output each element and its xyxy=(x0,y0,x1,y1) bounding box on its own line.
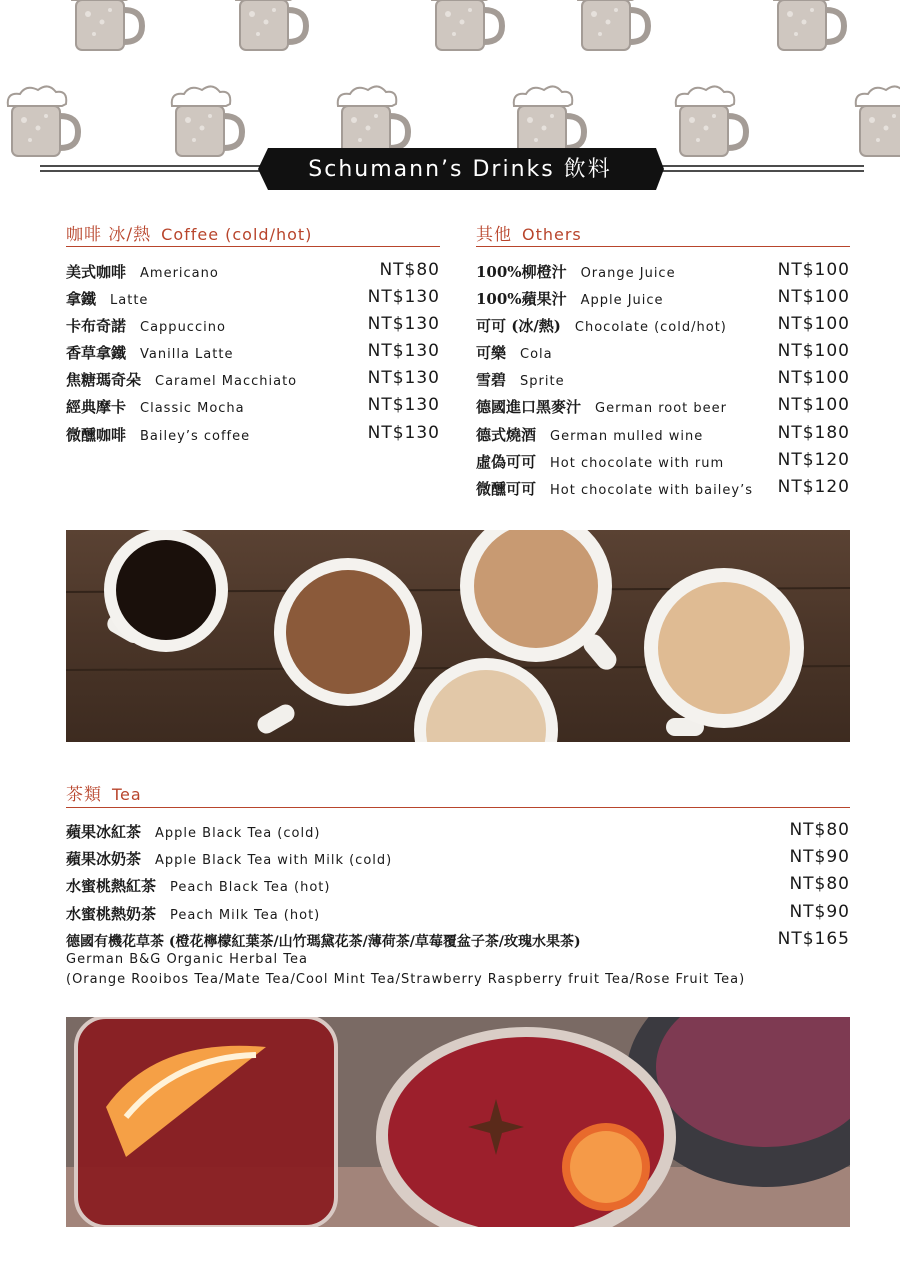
item-price: NT$100 xyxy=(777,368,850,388)
item-price: NT$120 xyxy=(777,477,850,497)
item-name-zh: 水蜜桃熱奶茶 xyxy=(66,905,157,923)
others-divider xyxy=(476,246,850,247)
others-heading-zh: 其他 xyxy=(476,225,512,245)
item-price: NT$130 xyxy=(367,368,440,388)
item-price: NT$130 xyxy=(367,395,440,415)
menu-item xyxy=(66,286,148,312)
coffee-heading-en: Coffee (cold/hot) xyxy=(161,225,313,244)
item-name-zh: 微醺可可 xyxy=(476,480,537,498)
item-price: NT$100 xyxy=(777,287,850,307)
herbal-tea-flavors: (Orange Rooibos Tea/Mate Tea/Cool Mint Tea/Strawberry Raspberry fruit Tea/Rose Fruit Tea) xyxy=(66,972,746,987)
menu-item xyxy=(66,819,320,845)
item-price: NT$120 xyxy=(777,450,850,470)
page-title: Schumann’s Drinks 飲料 xyxy=(308,157,612,182)
item-name-zh: 可可 (冰/熱) xyxy=(476,317,561,335)
item-name-zh: 蘋果冰紅茶 xyxy=(66,823,142,841)
menu-item xyxy=(476,286,664,312)
coffee-cups-photo xyxy=(66,530,850,742)
item-price: NT$130 xyxy=(367,423,440,443)
menu-item xyxy=(476,367,565,393)
item-price: NT$90 xyxy=(789,847,850,867)
item-price: NT$165 xyxy=(777,929,850,949)
item-name-en: Cola xyxy=(520,347,553,362)
item-price: NT$80 xyxy=(789,874,850,894)
item-name-zh: 經典摩卡 xyxy=(66,398,127,416)
menu-item xyxy=(66,367,297,393)
item-name-en: Bailey’s coffee xyxy=(140,429,251,444)
item-name-zh: 虛偽可可 xyxy=(476,453,537,471)
item-name-zh: 100%柳橙汁 xyxy=(476,263,567,281)
item-name-en: Hot chocolate with bailey’s xyxy=(550,483,753,498)
menu-item xyxy=(66,928,581,954)
menu-item xyxy=(66,313,226,339)
item-name-zh: 微醺咖啡 xyxy=(66,426,127,444)
item-name-zh: 德式燒酒 xyxy=(476,426,537,444)
menu-item xyxy=(66,394,245,420)
menu-item xyxy=(476,259,676,285)
item-name-zh: 雪碧 xyxy=(476,371,507,389)
item-name-en: Apple Black Tea (cold) xyxy=(155,826,321,841)
item-price: NT$130 xyxy=(367,287,440,307)
item-price: NT$180 xyxy=(777,423,850,443)
menu-item xyxy=(66,259,219,285)
coffee-divider xyxy=(66,246,440,247)
item-name-en: Cappuccino xyxy=(140,320,226,335)
item-name-zh: 德國進口黑麥汁 xyxy=(476,398,582,416)
item-name-en: Classic Mocha xyxy=(140,401,245,416)
item-name-en: Chocolate (cold/hot) xyxy=(574,320,727,335)
item-name-zh: 蘋果冰奶茶 xyxy=(66,850,142,868)
tea-heading-en: Tea xyxy=(112,785,142,804)
item-name-zh: 香草拿鐵 xyxy=(66,344,127,362)
item-name-en: Peach Black Tea (hot) xyxy=(170,880,331,895)
item-price: NT$130 xyxy=(367,314,440,334)
item-price: NT$80 xyxy=(379,260,440,280)
coffee-cups-illustration xyxy=(66,530,850,742)
coffee-heading-zh: 咖啡 冰/熱 xyxy=(66,225,152,245)
menu-item xyxy=(476,422,703,448)
menu-item xyxy=(476,449,724,475)
herbal-tea-en: German B&G Organic Herbal Tea xyxy=(66,952,308,967)
item-name-en: Sprite xyxy=(520,374,565,389)
item-name-zh: 可樂 xyxy=(476,344,507,362)
item-name-en: Apple Black Tea with Milk (cold) xyxy=(155,853,393,868)
menu-item xyxy=(66,340,233,366)
tea-heading xyxy=(66,780,142,805)
menu-item xyxy=(66,873,330,899)
item-name-en: German root beer xyxy=(595,401,727,416)
item-price: NT$90 xyxy=(789,902,850,922)
item-name-en: German mulled wine xyxy=(550,429,704,444)
item-name-en: Caramel Macchiato xyxy=(155,374,298,389)
menu-item xyxy=(66,846,392,872)
item-name-zh: 100%蘋果汁 xyxy=(476,290,567,308)
item-price: NT$130 xyxy=(367,341,440,361)
menu-item xyxy=(476,340,553,366)
menu-item xyxy=(66,901,320,927)
item-name-en: Orange Juice xyxy=(580,266,676,281)
item-price: NT$100 xyxy=(777,395,850,415)
others-heading xyxy=(476,220,582,245)
mulled-wine-photo xyxy=(66,1017,850,1227)
item-price: NT$80 xyxy=(789,820,850,840)
item-name-zh: 德國有機花草茶 (橙花檸檬紅葉茶/山竹瑪黛花茶/薄荷茶/草莓覆盆子茶/玫瑰水果茶) xyxy=(66,934,581,950)
coffee-heading xyxy=(66,220,312,245)
item-name-en: Americano xyxy=(140,266,219,281)
tea-divider xyxy=(66,807,850,808)
tea-heading-zh: 茶類 xyxy=(66,785,102,805)
menu-item xyxy=(476,394,727,420)
item-price: NT$100 xyxy=(777,341,850,361)
item-name-zh: 焦糖瑪奇朵 xyxy=(66,371,142,389)
mulled-wine-illustration xyxy=(66,1017,850,1227)
item-name-en: Vanilla Latte xyxy=(140,347,234,362)
item-name-en: Hot chocolate with rum xyxy=(550,456,725,471)
item-price: NT$100 xyxy=(777,260,850,280)
item-name-en: Peach Milk Tea (hot) xyxy=(170,908,321,923)
item-price: NT$100 xyxy=(777,314,850,334)
menu-item xyxy=(476,476,753,502)
item-name-zh: 水蜜桃熱紅茶 xyxy=(66,877,157,895)
item-name-en: Apple Juice xyxy=(580,293,664,308)
menu-item xyxy=(66,422,250,448)
menu-item xyxy=(476,313,727,339)
item-name-zh: 美式咖啡 xyxy=(66,263,127,281)
item-name-en: Latte xyxy=(110,293,149,308)
item-name-zh: 卡布奇諾 xyxy=(66,317,127,335)
item-name-zh: 拿鐵 xyxy=(66,290,97,308)
others-heading-en: Others xyxy=(522,225,582,244)
